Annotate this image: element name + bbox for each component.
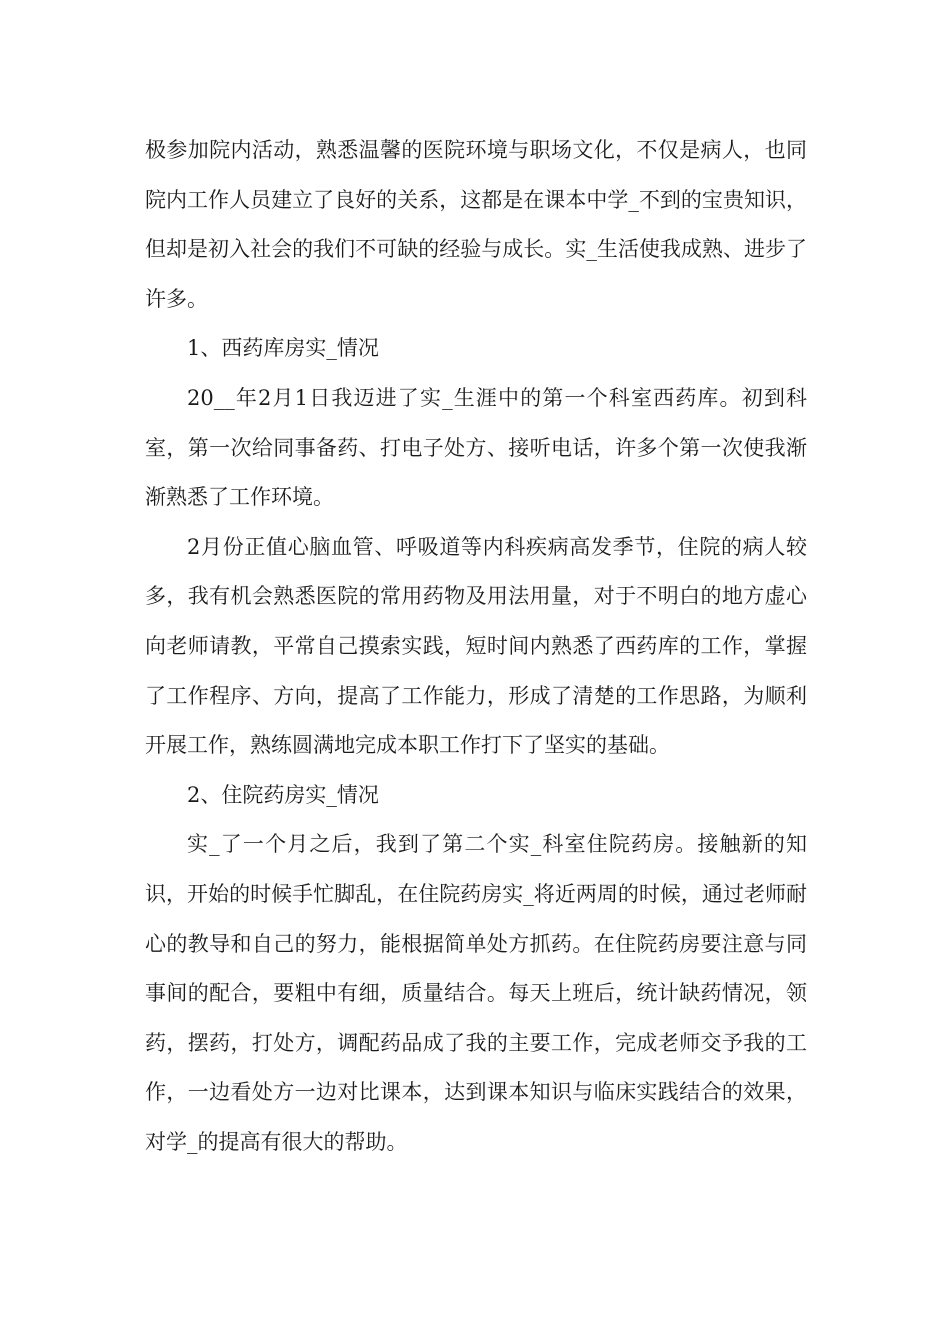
paragraph-continued: 极参加院内活动，熟悉温馨的医院环境与职场文化，不仅是病人，也同院内工作人员建立了良好的关系，这都是在课本中学_不到的宝贵知识，但却是初入社会的我们不可缺的经验与成长。实_生活使我成熟、进步了许多。 [145, 138, 807, 311]
section-heading-west-pharmacy: 1、西药库房实_情况 [187, 336, 379, 361]
paragraph: 20__年2月1日我迈进了实_生涯中的第一个科室西药库。初到科室，第一次给同事备药、打电子处方、接听电话，许多个第一次使我渐渐熟悉了工作环境。 [145, 385, 807, 510]
paragraph: 2月份正值心脑血管、呼吸道等内科疾病高发季节，住院的病人较多，我有机会熟悉医院的常用药物及用法用量，对于不明白的地方虚心向老师请教，平常自己摸索实践，短时间内熟悉了西药库的工作，掌握了工作程序、方向，提高了工作能力，形成了清楚的工作思路，为顺利开展工作，熟练圆满地完成本职工作打下了坚实的基础。 [145, 534, 807, 758]
document-body [145, 126, 807, 1167]
section-heading-inpatient-pharmacy: 2、住院药房实_情况 [187, 782, 379, 807]
paragraph: 实_了一个月之后，我到了第二个实_科室住院药房。接触新的知识，开始的时候手忙脚乱，在住院药房实_将近两周的时候，通过老师耐心的教导和自己的努力，能根据简单处方抓药。在住院药房要注意与同事间的配合，要粗中有细，质量结合。每天上班后，统计缺药情况，领药，摆药，打处方，调配药品成了我的主要工作，完成老师交予我的工作，一边看处方一边对比课本，达到课本知识与临床实践结合的效果，对学_的提高有很大的帮助。 [145, 832, 807, 1154]
